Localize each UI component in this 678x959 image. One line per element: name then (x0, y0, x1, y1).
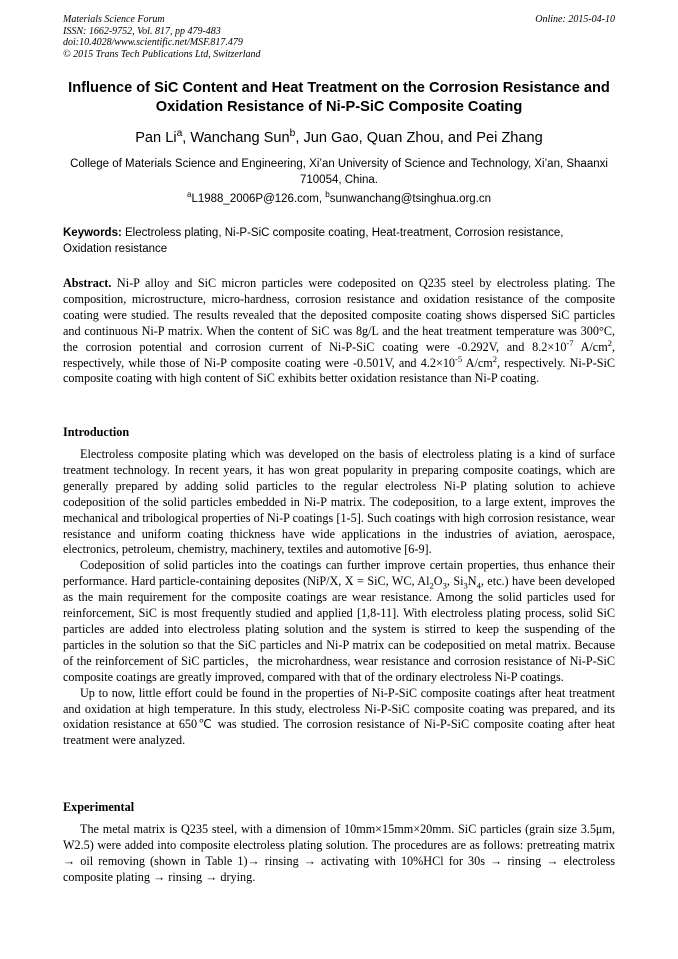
subscript: 3 (442, 580, 447, 591)
email-superscript: b (325, 190, 330, 200)
paragraph-text: O (433, 574, 443, 589)
doi-line: doi:10.4028/www.scientific.net/MSF.817.479 (63, 37, 243, 49)
subscript: 4 (476, 580, 481, 591)
exponent: -7 (566, 337, 574, 348)
author-superscript: a (176, 128, 183, 140)
abstract-text: A/cm (573, 339, 608, 354)
abstract (63, 276, 615, 387)
keywords-label: Keywords: (63, 227, 122, 239)
abstract-text: , respectively. Ni-P-SiC composite coating with high content of SiC exhibits better oxidation resistance than Ni-P coating. (63, 355, 616, 386)
email-superscript: a (186, 190, 192, 200)
paragraph-text: , etc.) have been developed as the main requirement for the composite coatings are wear resistance. Among the solid particles used for reinforcement, SiC is most frequently studied and applied [1,8-11]. With electroless plating process, solid SiC particles are added into electroless plating solution and the system is stirred to keep the suspending of the particles in the solution so that the SiC particles and Ni-P matrix can be codepositied on metal matrix. Because of the reinforcement of SiC particles，the microhardness, wear resistance and corrosion resistance of Ni-P-SiC composite coatings are greatly improved, compared with that of the ordinary electroless Ni-P coatings. (63, 574, 615, 684)
exponent: 2 (492, 353, 498, 364)
email-a[interactable]: L1988_2006P@126.com (191, 193, 319, 205)
paragraph: Up to now, little effort could be found in the properties of Ni-P-SiC composite coatings after heat treatment and oxidation at high temperature. In this study, electroless Ni-P-SiC composite coating was prepared, and its oxidation resistance at 650℃ was studied. The corrosion resistance of Ni-P-SiC composite coating after heat treatment were analyzed. (63, 685, 615, 748)
introduction-body (63, 447, 615, 749)
exponent: -5 (455, 353, 463, 364)
author-list: Pan Li$^a$, Wanchang Sun$^b$, Jun Gao, Quan Zhou, and Pei Zhang (135, 128, 543, 146)
paragraph (63, 558, 615, 685)
paragraph: The metal matrix is Q235 steel, with a dimension of 10mm×15mm×20mm. SiC particles (grain size 3.5μm, W2.5) were added into composite electroless plating solution. The procedures are as follows: pretreating matrix → oil removing (shown in Table 1)→ rinsing → activating with 10%HCl for 30s → rinsing → electroless composite plating → rinsing → drying. (63, 822, 615, 884)
author-emails: $^a$L1988_2006P@126.com, $^b$sunwanchang@tsinghua.org.cn (186, 190, 492, 205)
author-names-rest: Jun Gao, Quan Zhou, and Pei Zhang (303, 130, 543, 146)
paragraph-text: N (467, 574, 477, 589)
copyright-line: © 2015 Trans Tech Publications Ltd, Switzerland (63, 48, 261, 60)
keywords (63, 225, 615, 257)
paper-title: Influence of SiC Content and Heat Treatment on the Corrosion Resistance and Oxidation Resistance of Ni-P-SiC Composite Coating (68, 80, 610, 115)
subscript: 2 (429, 580, 434, 591)
paragraph-text: Codeposition of solid particles into the coatings can further improve certain properties, thus enhance their performance. Hard particle-containing deposites (NiP/X, X = SiC, WC, Al (63, 558, 615, 589)
subscript: 3 (463, 580, 468, 591)
keywords-text: Electroless plating, Ni-P-SiC composite coating, Heat-treatment, Corrosion resistance, Oxidation resistance (63, 227, 564, 255)
abstract-label: Abstract. (63, 276, 112, 290)
issn-line: ISSN: 1662-9752, Vol. 817, pp 479-483 (63, 25, 221, 37)
author-name: Pan Li (135, 130, 177, 146)
journal-name: Materials Science Forum (63, 14, 165, 25)
experimental-heading: Experimental (63, 800, 135, 814)
exponent: 2 (607, 337, 612, 348)
abstract-text: A/cm (462, 355, 493, 370)
author-superscript: b (289, 128, 296, 140)
paragraph: Electroless composite plating which was developed on the basis of electroless plating is a kind of surface treatment technology. In recent years, it has won great popularity in preparing composite coatings, which are generally prepared by adding solid particles to the regular electroless Ni-P plating solution to achieve codeposition of the solid particles embedded in Ni-P matrix. The codeposition, to a large extent, improves the mechanical and tribological properties of Ni-P coatings [1-5]. Such coatings with high corrosion resistance, wear resistance and uniform coating thickness have wide applications in the industries of aviation, aerospace, electronics, petroleum, chemistry, machinery, textiles and automotive [6-9]. (63, 447, 615, 557)
affiliation: College of Materials Science and Engineering, Xi’an University of Science and Technology, Xi’an, Shaanxi 710054, China. (70, 158, 608, 186)
introduction-heading: Introduction (63, 425, 130, 439)
experimental-body (63, 822, 615, 886)
email-b[interactable]: sunwanchang@tsinghua.org.cn (329, 193, 492, 205)
paragraph-text: , Si (446, 574, 464, 589)
journal-header (63, 14, 615, 60)
author-name: Wanchang Sun (190, 130, 290, 146)
abstract-text: , respectively, while those of Ni-P composite coating were -0.501V, and 4.2×10 (63, 339, 615, 370)
abstract-text: Ni-P alloy and SiC micron particles were codeposited on Q235 steel by electroless plating. The composition, microstructure, micro-hardness, corrosion resistance and oxidation resistance of the composite coating were studied. The results revealed that the deposited composite coating shows dispersed SiC particles and continuous Ni-P matrix. When the content of SiC was 8g/L and the heat treatment temperature was 300°C, the corrosion potential and corrosion current of Ni-P-SiC coating were -0.292V, and 8.2×10 (63, 276, 616, 354)
online-date: Online: 2015-04-10 (535, 14, 615, 25)
